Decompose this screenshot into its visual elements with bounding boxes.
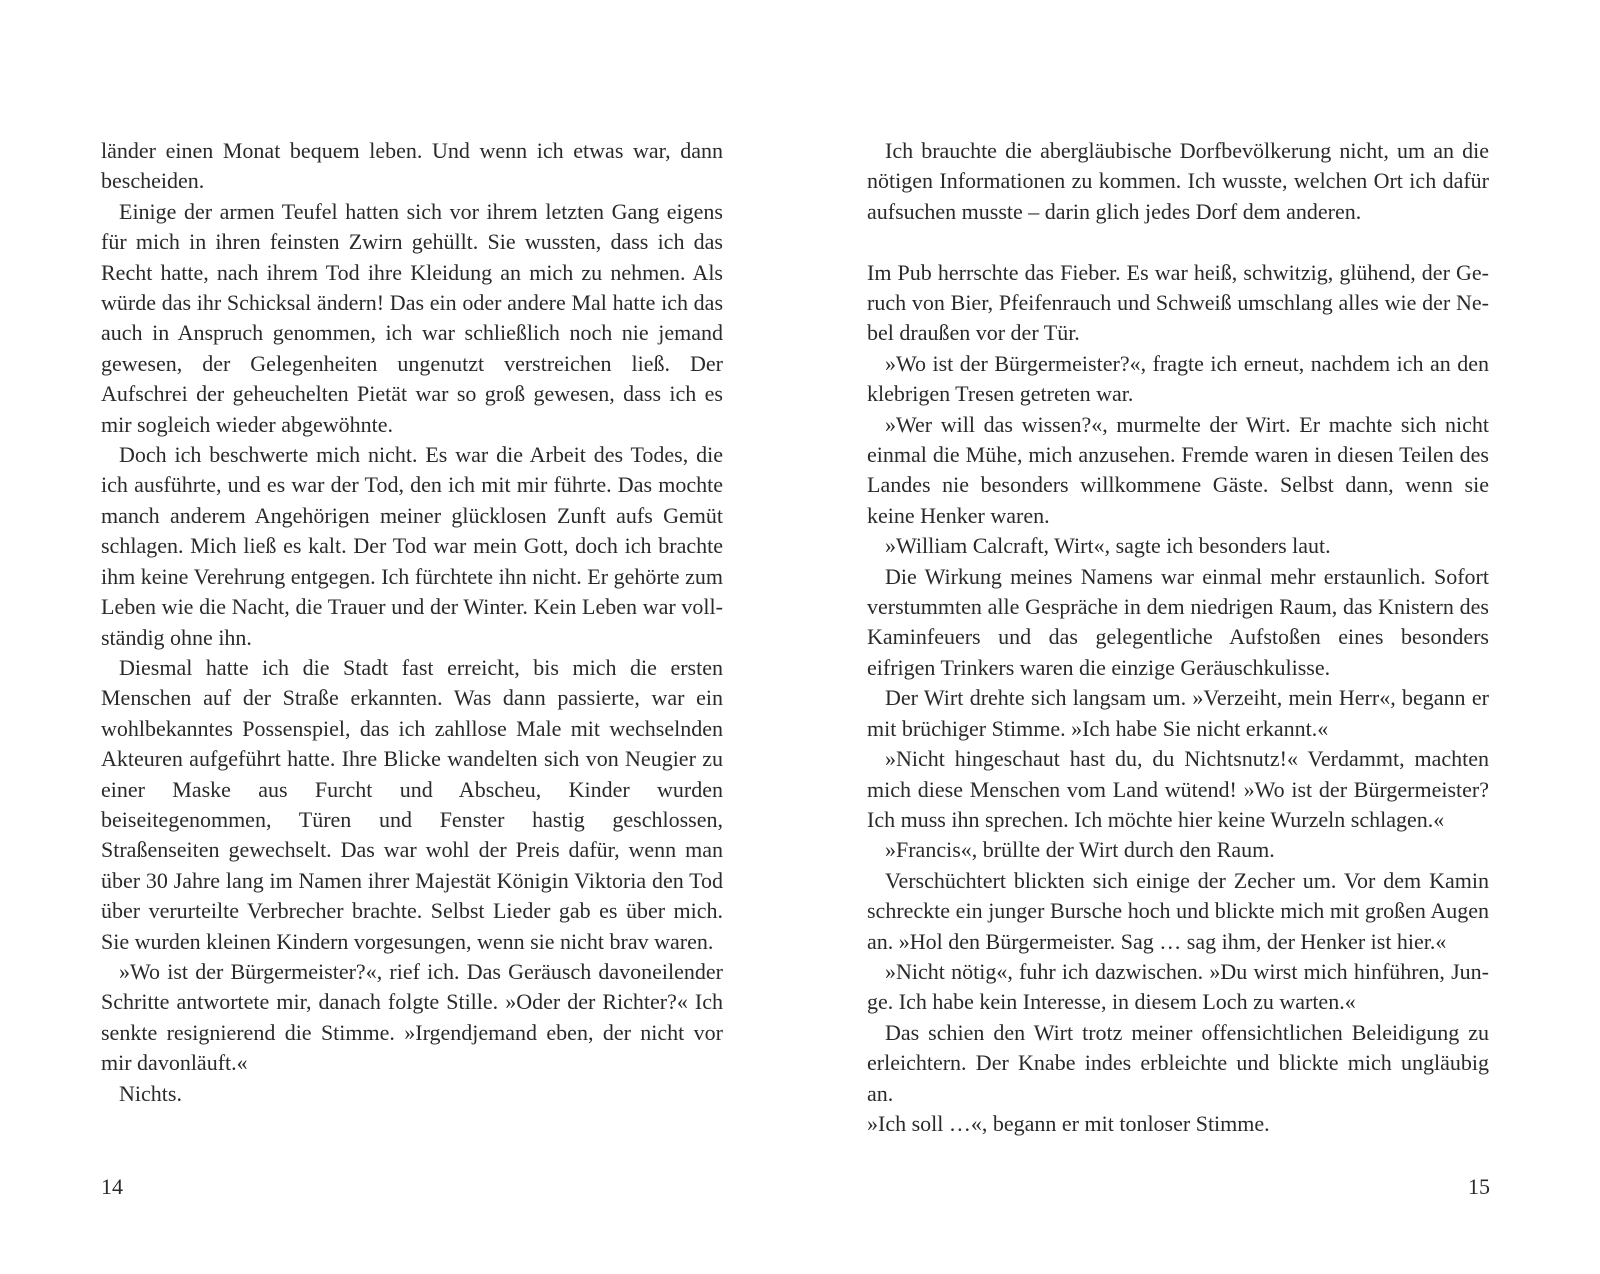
- paragraph: Die Wirkung meines Namens war einmal mehr erstaunlich. Sofort verstummten alle Gespräche in dem niedrigen Raum, das Knistern des Kaminfeuers und das gelegentliche Aufstoßen eines besonders eifrigen Trinkers waren die einzige Geräuschkulisse.: [867, 563, 1489, 680]
- section-break: [867, 227, 1489, 257]
- paragraph: »Nicht nötig«, fuhr ich dazwischen. »Du wirst mich hinführen, Junge. Ich habe kein Interesse, in diesem Loch zu warten.«: [867, 958, 1489, 1015]
- paragraph: Diesmal hatte ich die Stadt fast erreicht, bis mich die ersten Menschen auf der Straße erkannten. Was dann passierte, war ein wohlbekanntes Possenspiel, das ich zahllose Male mit wechselnden Akteuren aufgeführt hatte. Ihre Blicke wandelten sich von Neugier zu einer Maske aus Furcht und Abscheu, Kinder wurden beiseitegenommen, Türen und Fenster hastig geschlossen, Straßenseiten gewechselt. Das war wohl der Preis dafür, wenn man über 30 Jahre lang im Namen ihrer Majestät Königin Viktoria den Tod über verurteilte Verbrecher brachte. Selbst Lieder gab es über mich. Sie wurden kleinen Kindern vorgesungen, wenn sie nicht brav waren.: [101, 654, 723, 954]
- paragraph: Verschüchtert blickten sich einige der Zecher um. Vor dem Kamin schreckte ein junger Bursche hoch und blickte mich mit großen Augen an. »Hol den Bürgermeister. Sag … sag ihm, der Henker ist hier.«: [867, 867, 1489, 954]
- paragraph: »Ich soll …«, begann er mit tonloser Stimme.: [867, 1110, 1270, 1136]
- right-page-text: [867, 136, 1489, 1139]
- page-number: 15: [1468, 1174, 1490, 1199]
- paragraph: »Wo ist der Bürgermeister?«, rief ich. Das Geräusch davoneilender Schritte antwortete mir, danach folgte Stille. »Oder der Richter?« Ich senkte resignierend die Stimme. »Irgendjemand eben, der nicht vor mir davonläuft.«: [101, 958, 723, 1076]
- paragraph: »Wer will das wissen?«, murmelte der Wirt. Er machte sich nicht einmal die Mühe, mich anzusehen. Fremde waren in diesen Teilen des Landes nie besonders willkommene Gäste. Selbst dann, wenn sie keine Henker waren.: [867, 411, 1489, 528]
- left-page-text: [101, 136, 723, 1109]
- paragraph: länder einen Monat bequem leben. Und wenn ich etwas war, dann bescheiden.: [101, 138, 723, 194]
- paragraph: Doch ich beschwerte mich nicht. Es war die Arbeit des Todes, die ich ausführte, und es war der Tod, den ich mit mir führte. Das mochte manch anderem Angehörigen meiner glücklosen Zunft aufs Gemüt schlagen. Mich ließ es kalt. Der Tod war mein Gott, doch ich brachte ihm keine Verehrung entgegen. Ich fürchtete ihn nicht. Er gehörte zum Leben wie die Nacht, die Trauer und der Winter. Kein Leben war vollständig ohne ihn.: [101, 442, 723, 650]
- right-page: [800, 0, 1600, 1274]
- paragraph: »Francis«, brüllte der Wirt durch den Raum.: [885, 837, 1275, 863]
- page-number: 14: [101, 1174, 123, 1199]
- paragraph: »Wo ist der Bürgermeister?«, fragte ich erneut, nachdem ich an den klebrigen Tresen getreten war.: [867, 350, 1489, 407]
- paragraph: Das schien den Wirt trotz meiner offensichtlichen Beleidigung zu erleichtern. Der Knabe indes erbleichte und blickte mich ungläubig an.: [867, 1019, 1489, 1106]
- paragraph: Ich brauchte die abergläubische Dorfbevölkerung nicht, um an die nötigen Informationen zu kommen. Ich wusste, welchen Ort ich dafür aufsuchen musste – darin glich jedes Dorf dem anderen.: [867, 138, 1489, 224]
- paragraph: Einige der armen Teufel hatten sich vor ihrem letzten Gang eigens für mich in ihren feinsten Zwirn gehüllt. Sie wussten, dass ich das Recht hatte, nach ihrem Tod ihre Kleidung an mich zu nehmen. Als würde das ihr Schicksal ändern! Das ein oder andere Mal hatte ich das auch in Anspruch genommen, ich war schließlich noch nie jemand gewesen, der Gelegenheiten ungenutzt verstreichen ließ. Der Aufschrei der geheuchelten Pietät war so groß gewesen, dass ich es mir sogleich wieder abgewöhnte.: [101, 198, 723, 437]
- paragraph: Der Wirt drehte sich langsam um. »Verzeiht, mein Herr«, begann er mit brüchiger Stimme. »Ich habe Sie nicht erkannt.«: [867, 685, 1489, 741]
- paragraph: »Nicht hingeschaut hast du, du Nichtsnutz!« Verdammt, machten mich diese Menschen vom Land wütend! »Wo ist der Bürgermeister? Ich muss ihn sprechen. Ich möchte hier keine Wurzeln schlagen.«: [867, 746, 1489, 832]
- paragraph: Nichts.: [119, 1080, 182, 1106]
- paragraph: »William Calcraft, Wirt«, sagte ich besonders laut.: [885, 533, 1331, 559]
- paragraph: Im Pub herrschte das Fieber. Es war heiß, schwitzig, glühend, der Geruch von Bier, Pfeifenrauch und Schweiß umschlang alles wie der Nebel draußen vor der Tür.: [867, 259, 1489, 346]
